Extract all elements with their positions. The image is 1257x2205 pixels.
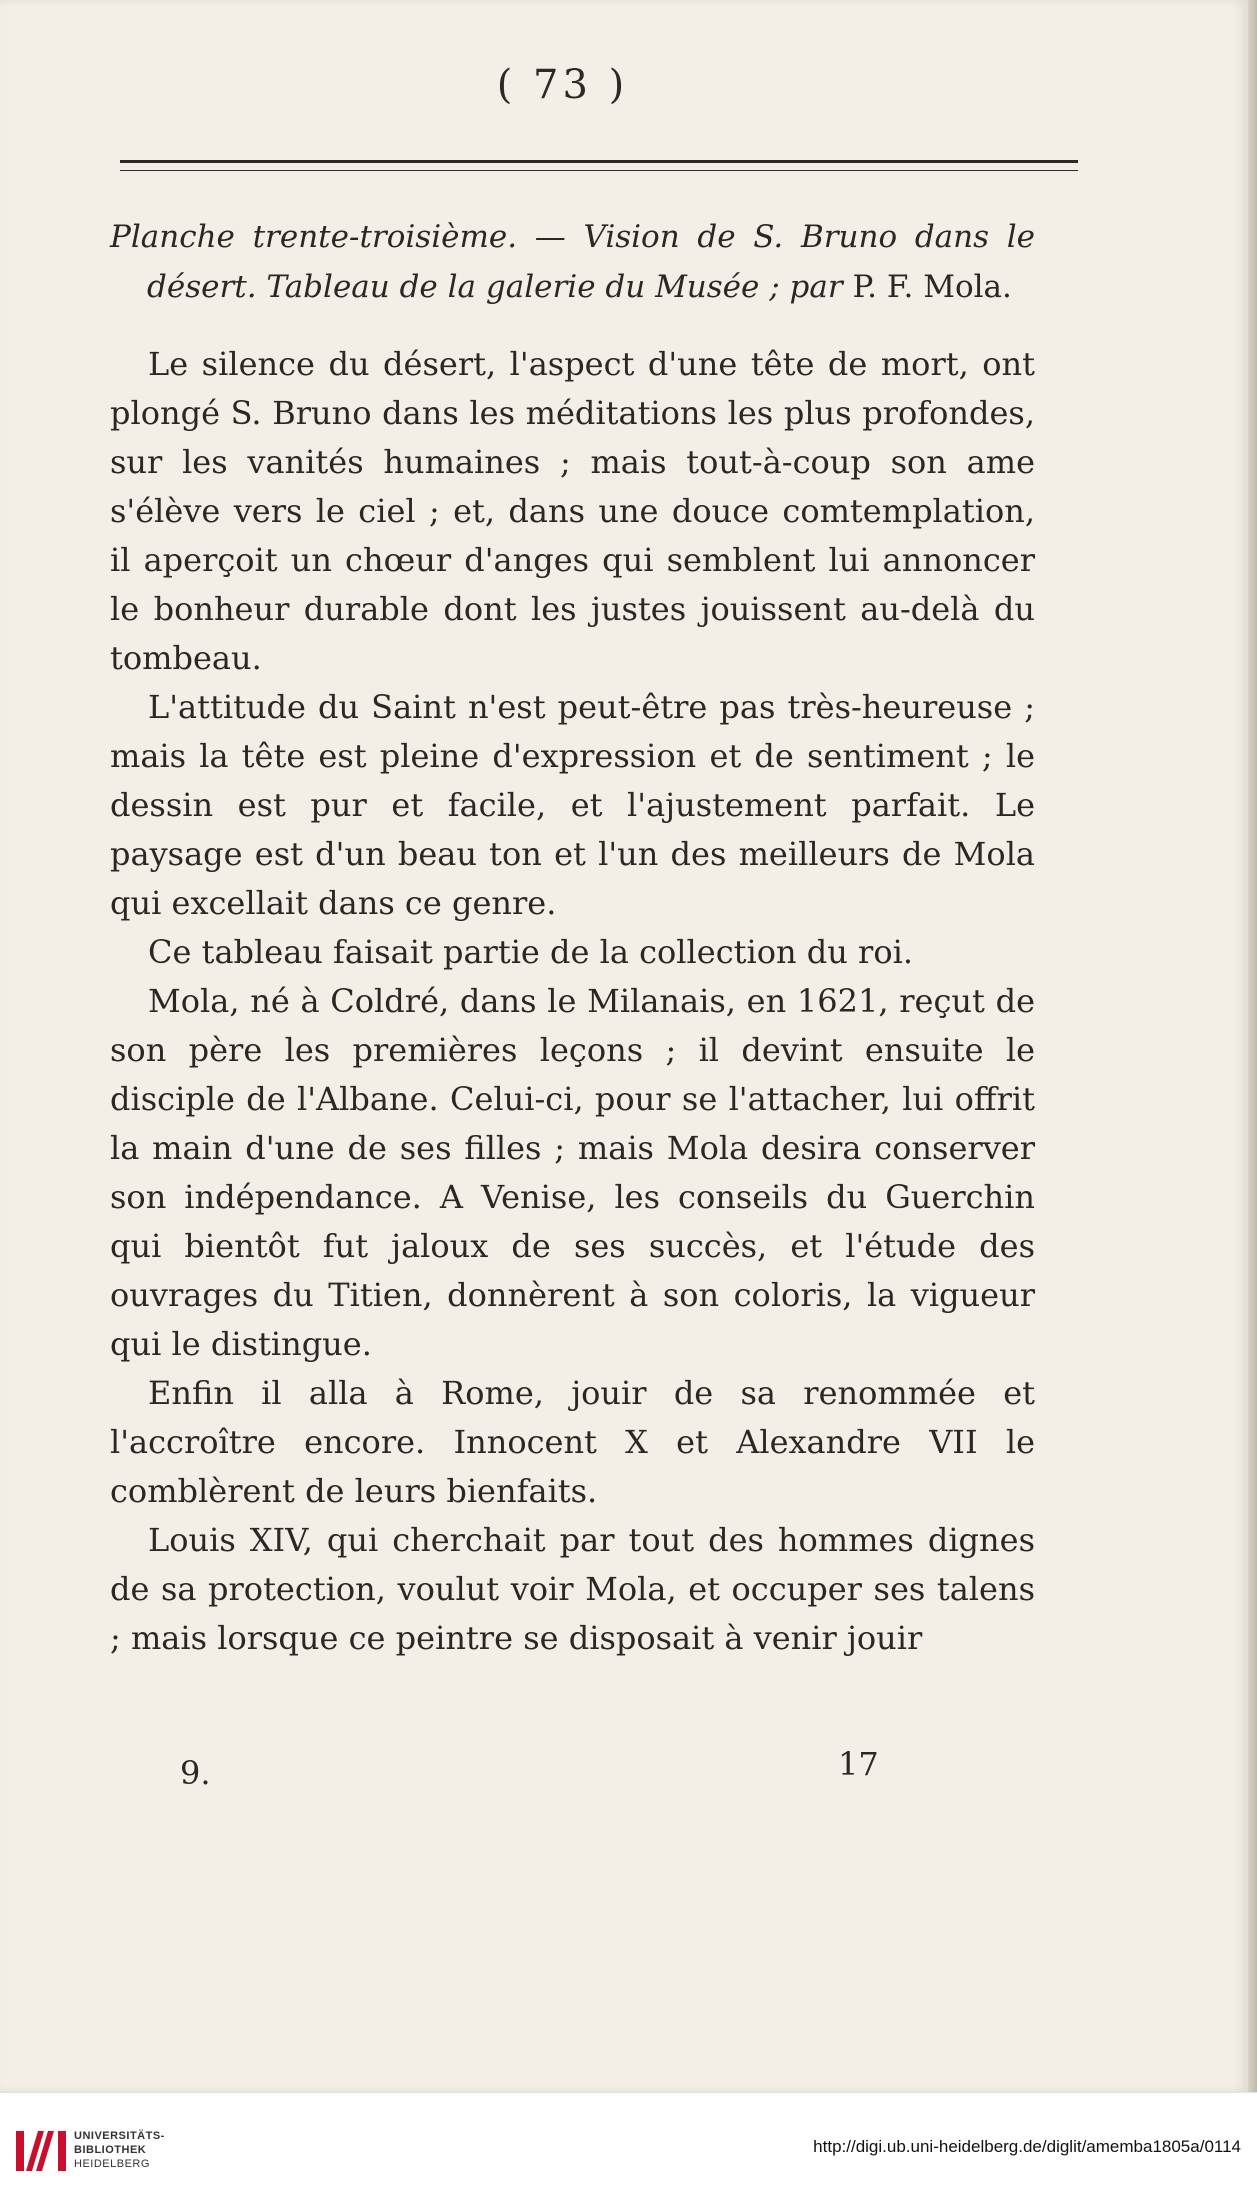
library-name-line-3: HEIDELBERG — [74, 2158, 150, 2170]
page-edge — [1248, 0, 1257, 2092]
header-rule-thick — [120, 160, 1078, 163]
paragraph-2: L'attitude du Saint n'est peut-être pas très-heureuse ; mais la tête est pleine d'expression et de sentiment ; le dessin est pur et facile, et l'ajustement parfait. Le paysage est d'un beau ton et l'un des meilleurs de Mola qui excellait dans ce genre. — [110, 688, 1035, 922]
library-name-line-2: BIBLIOTHEK — [74, 2144, 147, 2156]
signature-mark: 9. — [180, 1754, 211, 1792]
plate-title — [110, 212, 1035, 312]
paragraph-5: Enfin il alla à Rome, jouir de sa renommée et l'accroître encore. Innocent X et Alexandre VII le comblèrent de leurs bienfaits. — [110, 1374, 1035, 1510]
paragraph-4: Mola, né à Coldré, dans le Milanais, en 1621, reçut de son père les premières leçons ; il devint ensuite le disciple de l'Albane. Celui-ci, pour se l'attacher, lui offrit la main d'une de ses filles ; mais Mola desira conserver son indépendance. A Venise, les conseils du Guerchin qui bientôt fut jaloux de ses succès, et l'étude des ouvrages du Titien, donnèrent à son coloris, la vigueur qui le distingue. — [110, 982, 1035, 1363]
page-text — [110, 212, 1035, 1663]
folio-mark: 17 — [838, 1745, 879, 1783]
page-number: ( 73 ) — [496, 62, 629, 108]
plate-title-text: Planche trente-troisième. — Vision de S. Bruno dans le désert. Tableau de la galerie du Musée ; par — [110, 219, 1035, 305]
plate-author-initials: P. F. — [852, 269, 914, 305]
library-name-line-1: UNIVERSITÄTS- — [74, 2130, 165, 2142]
plate-author-name: Mola. — [923, 269, 1012, 305]
header-rule-thin — [120, 170, 1078, 171]
library-name — [74, 2129, 165, 2171]
paragraph-1: Le silence du désert, l'aspect d'une tête de mort, ont plongé S. Bruno dans les méditations les plus profondes, sur les vanités humaines ; mais tout-à-coup son ame s'élève vers le ciel ; et, dans une douce comtemplation, il aperçoit un chœur d'anges qui semblent lui annoncer le bonheur durable dont les justes jouissent au-delà du tombeau. — [110, 345, 1035, 677]
university-library-logo-icon — [14, 2127, 68, 2175]
paragraph-3: Ce tableau faisait partie de la collection du roi. — [148, 933, 913, 971]
viewer-footer — [0, 2092, 1257, 2205]
paragraph-6: Louis XIV, qui cherchait par tout des hommes dignes de sa protection, voulut voir Mola, et occuper ses talens ; mais lorsque ce peintre se disposait à venir jouir — [110, 1521, 1035, 1657]
permalink-url[interactable]: http://digi.ub.uni-heidelberg.de/diglit/amemba1805a/0114 — [813, 2137, 1241, 2156]
